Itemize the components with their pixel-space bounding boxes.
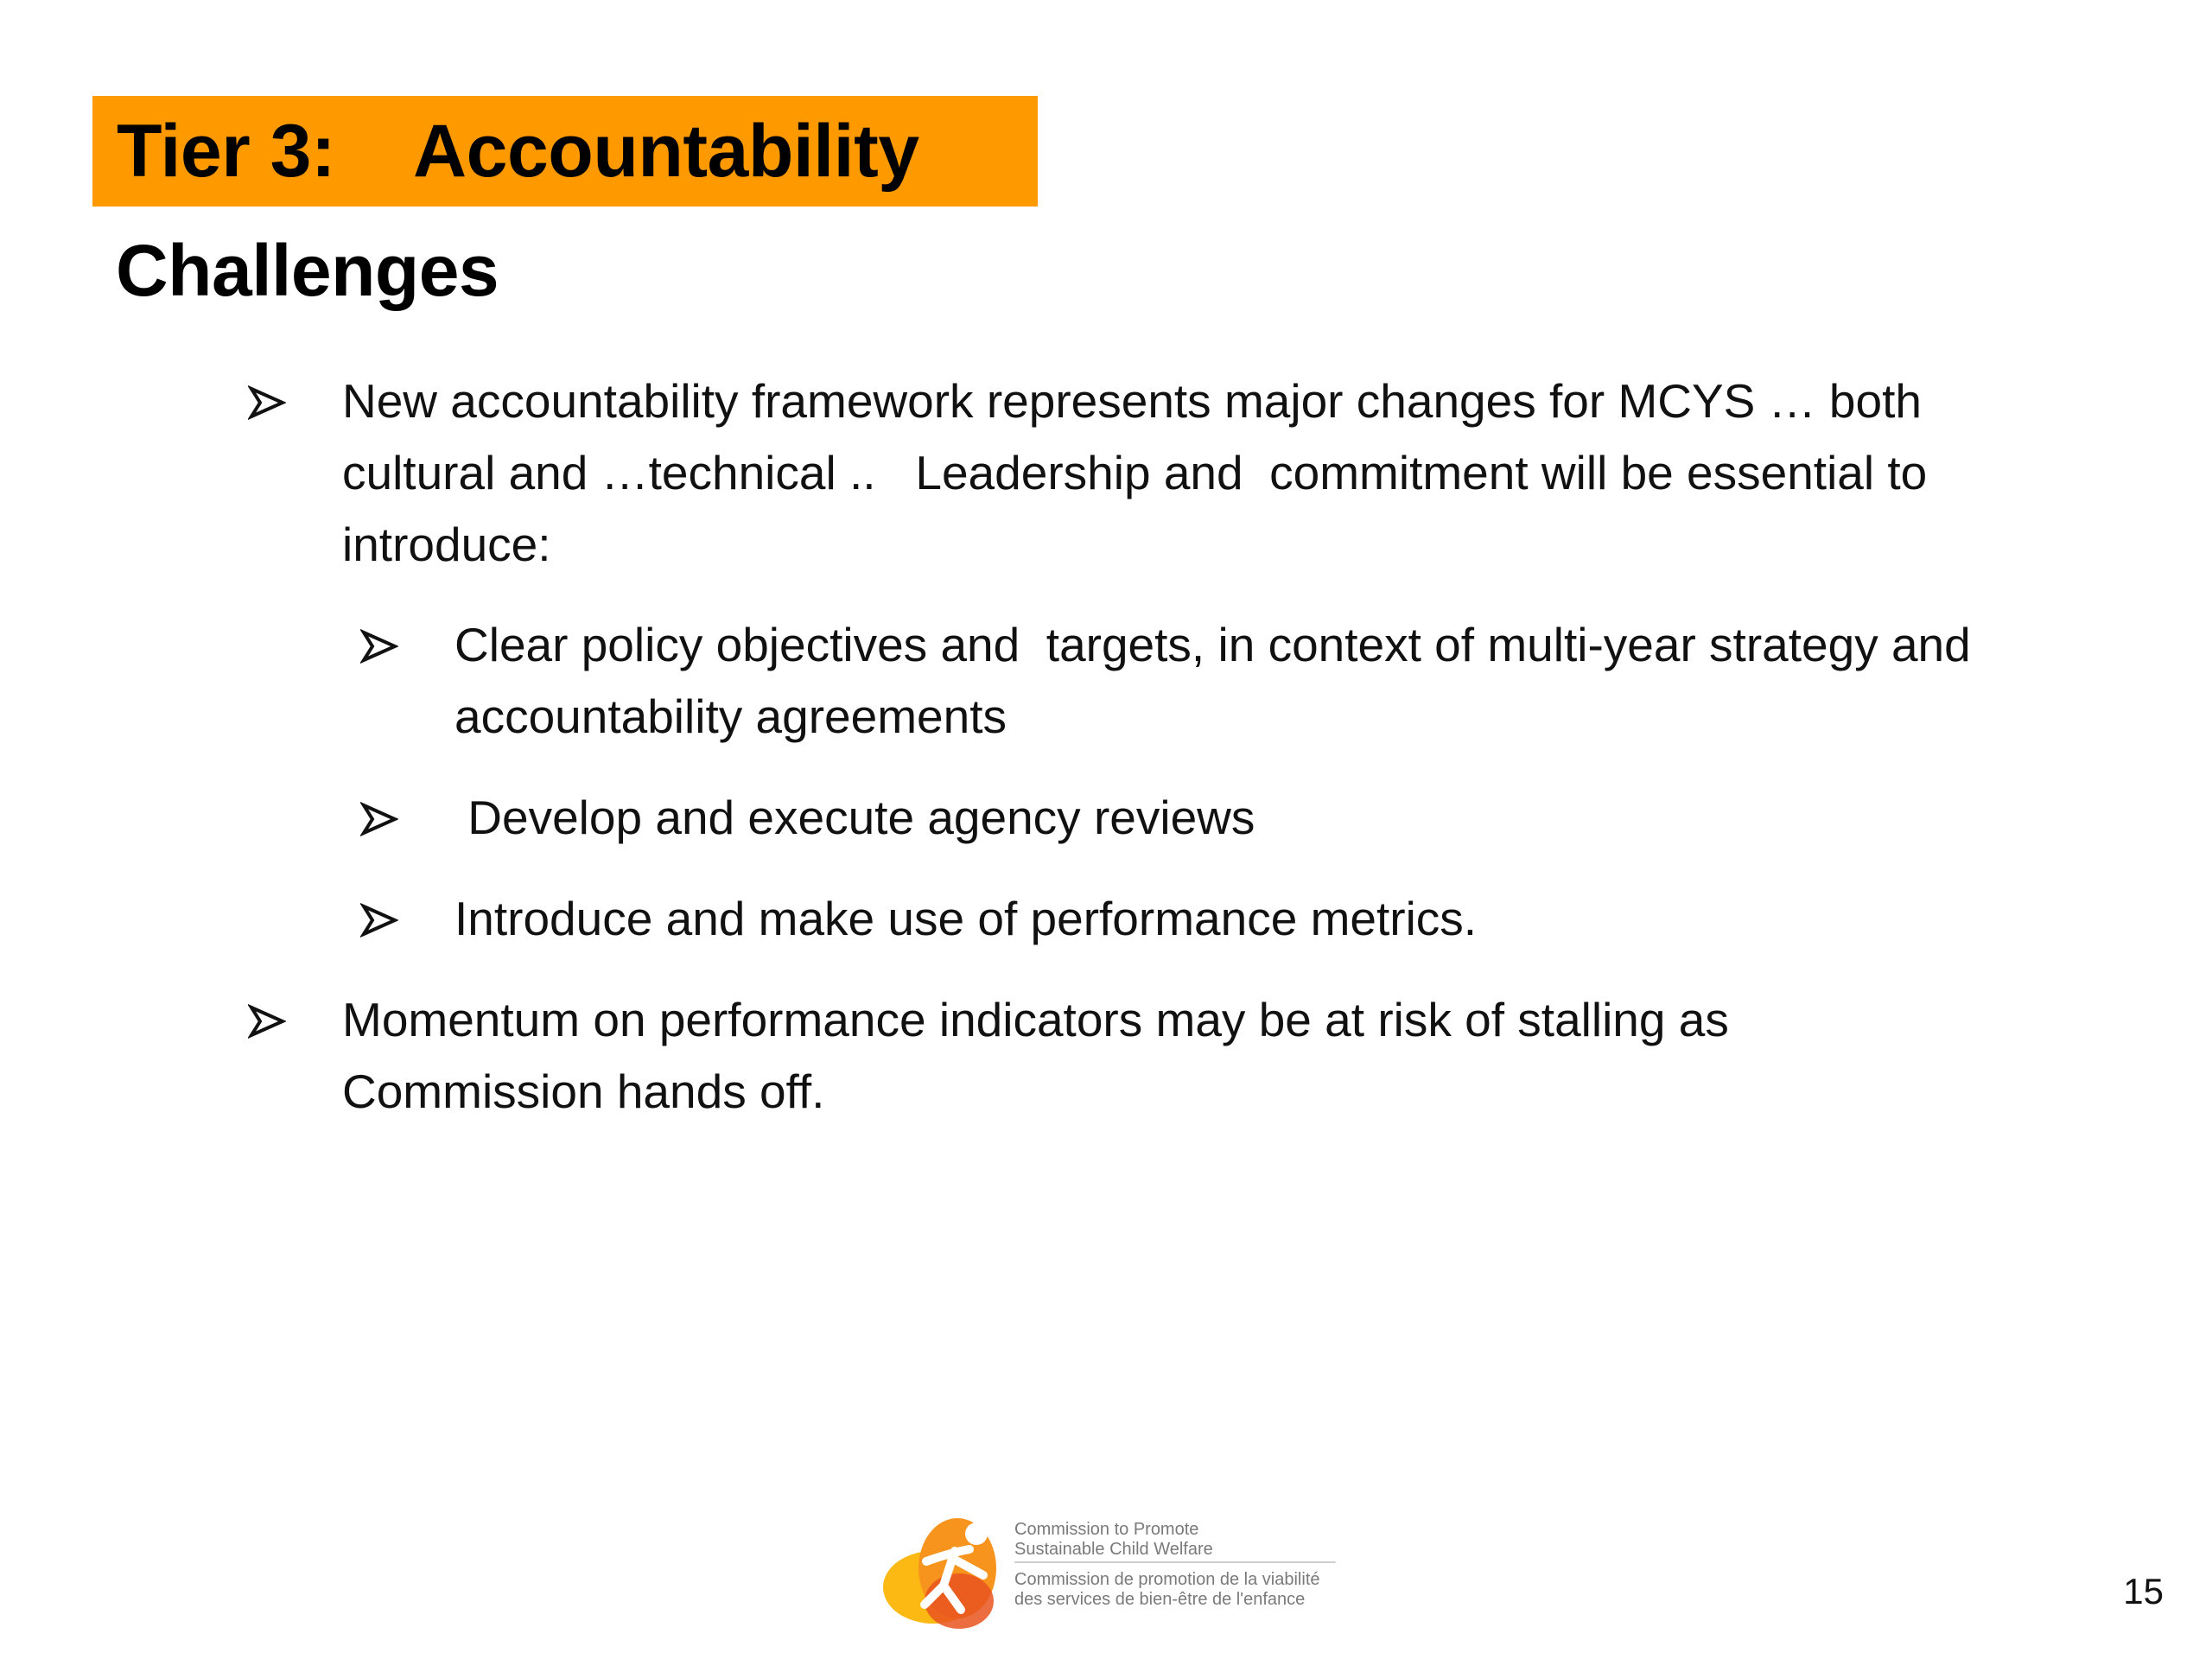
bullet-line: New accountability framework represents major changes for MCYS … both [342,374,1922,428]
bullet-line: introduce: [342,518,551,571]
logo-french-line: Commission de promotion de la viabilité [1014,1570,1320,1589]
commission-logo [873,1508,1339,1633]
arrow-bullet-icon [360,627,398,665]
arrow-bullet-icon [360,800,398,838]
sub-bullet-line: Develop and execute agency reviews [454,791,1255,844]
child-figure-logo-icon [873,1508,1011,1633]
slide-subtitle: Challenges [116,230,499,311]
title-topic: Accountability [413,110,919,193]
arrow-bullet-icon [360,901,398,939]
bullet-line: Commission hands off. [342,1065,825,1118]
bullet-line: cultural and …technical .. Leadership and commitment will be essential to [342,446,1928,499]
logo-english-line: Commission to Promote [1014,1520,1199,1539]
logo-english-line: Sustainable Child Welfare [1014,1540,1213,1559]
title-banner [92,96,1038,207]
title-label: Tier 3: [117,110,336,193]
sub-bullet-line: Introduce and make use of performance metrics. [454,892,1478,945]
logo-divider [1014,1561,1336,1563]
page-number: 15 [2123,1571,2164,1611]
arrow-bullet-icon [248,384,286,422]
sub-bullet-line: Clear policy objectives and targets, in context of multi-year strategy and [454,618,1971,671]
logo-french-line: des services de bien-être de l'enfance [1014,1590,1306,1609]
sub-bullet-line: accountability agreements [454,690,1007,743]
slide-title [117,96,919,207]
arrow-bullet-icon [248,1002,286,1040]
bullet-line: Momentum on performance indicators may be at risk of stalling as [342,993,1729,1046]
